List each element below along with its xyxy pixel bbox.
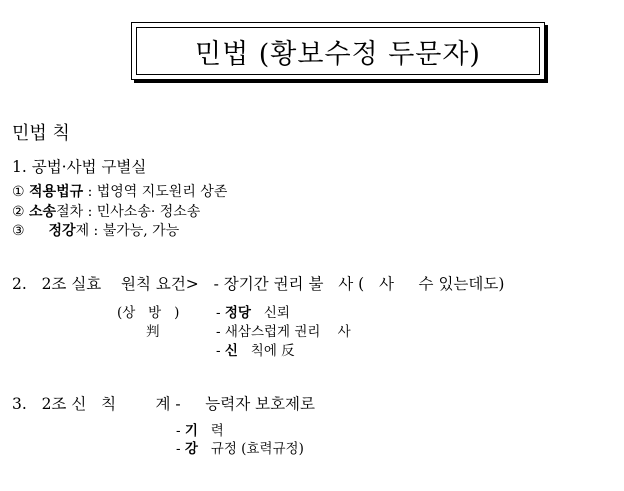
item3-row-1-dash: - bbox=[176, 423, 185, 439]
item2-row-2 bbox=[216, 320, 351, 340]
item2-row-1-rest: 신뢰 bbox=[250, 305, 290, 321]
item3-row-1 bbox=[176, 419, 224, 439]
item1-line-2-bold: 소송 bbox=[29, 204, 57, 220]
item2-row-3-rest: 칙에 反 bbox=[237, 343, 295, 359]
item1-line-1 bbox=[12, 181, 227, 201]
page-title: 민법 (황보수정 두문자) bbox=[195, 38, 481, 70]
item1-line-3 bbox=[12, 220, 179, 240]
item2-row-1-bold: 정당 bbox=[224, 305, 251, 321]
item3-row-1-bold: 기 bbox=[184, 423, 198, 439]
item1-line-3-bold: 정강 bbox=[29, 223, 76, 239]
item2-row-3-bold: 신 bbox=[224, 343, 238, 359]
title-box bbox=[131, 22, 545, 80]
item2-row-3-dash: - bbox=[216, 343, 225, 359]
item2-row-1-dash: - bbox=[216, 305, 225, 321]
item2-row-3 bbox=[216, 339, 295, 359]
item1-line-2-num: ② bbox=[12, 204, 25, 220]
item2-label-party: (상 방 ) bbox=[117, 305, 180, 321]
item1-line-2-rest: 절차 : 민사소송· 정소송 bbox=[56, 204, 201, 220]
item2-row-2-rest: 새삼스럽게 권리 사 bbox=[224, 324, 351, 340]
item3-row-1-rest: 력 bbox=[197, 423, 224, 439]
item3-row-2-rest: 규정 (효력규정) bbox=[197, 441, 304, 457]
item3-row-2 bbox=[176, 437, 304, 457]
title-frame bbox=[136, 27, 540, 75]
item2-row-2-dash: - bbox=[216, 324, 225, 340]
section-heading: 민법 칙 bbox=[12, 123, 70, 144]
item2-row-1 bbox=[216, 301, 290, 321]
item2-heading: 2. 2조 실효 원칙 요건> - 장기간 권리 불 사 ( 사 수 있는데도) bbox=[12, 275, 505, 293]
item1-line-2 bbox=[12, 201, 200, 221]
item1-line-1-num: ① bbox=[12, 184, 25, 200]
item1-heading: 1. 공법·사법 구별실 bbox=[12, 158, 147, 176]
item1-line-1-bold: 적용법규 bbox=[29, 184, 84, 200]
item2-label-case: 判 bbox=[146, 324, 160, 340]
item3-row-2-bold: 강 bbox=[184, 441, 198, 457]
item1-line-1-rest: : 법영역 지도원리 상존 bbox=[83, 184, 228, 200]
item1-line-3-num: ③ bbox=[12, 223, 25, 239]
item3-heading: 3. 2조 신 칙 계 - 능력자 보호제로 bbox=[12, 395, 315, 413]
item1-line-3-rest: 제 : 불가능, 가능 bbox=[75, 223, 180, 239]
item3-row-2-dash: - bbox=[176, 441, 185, 457]
